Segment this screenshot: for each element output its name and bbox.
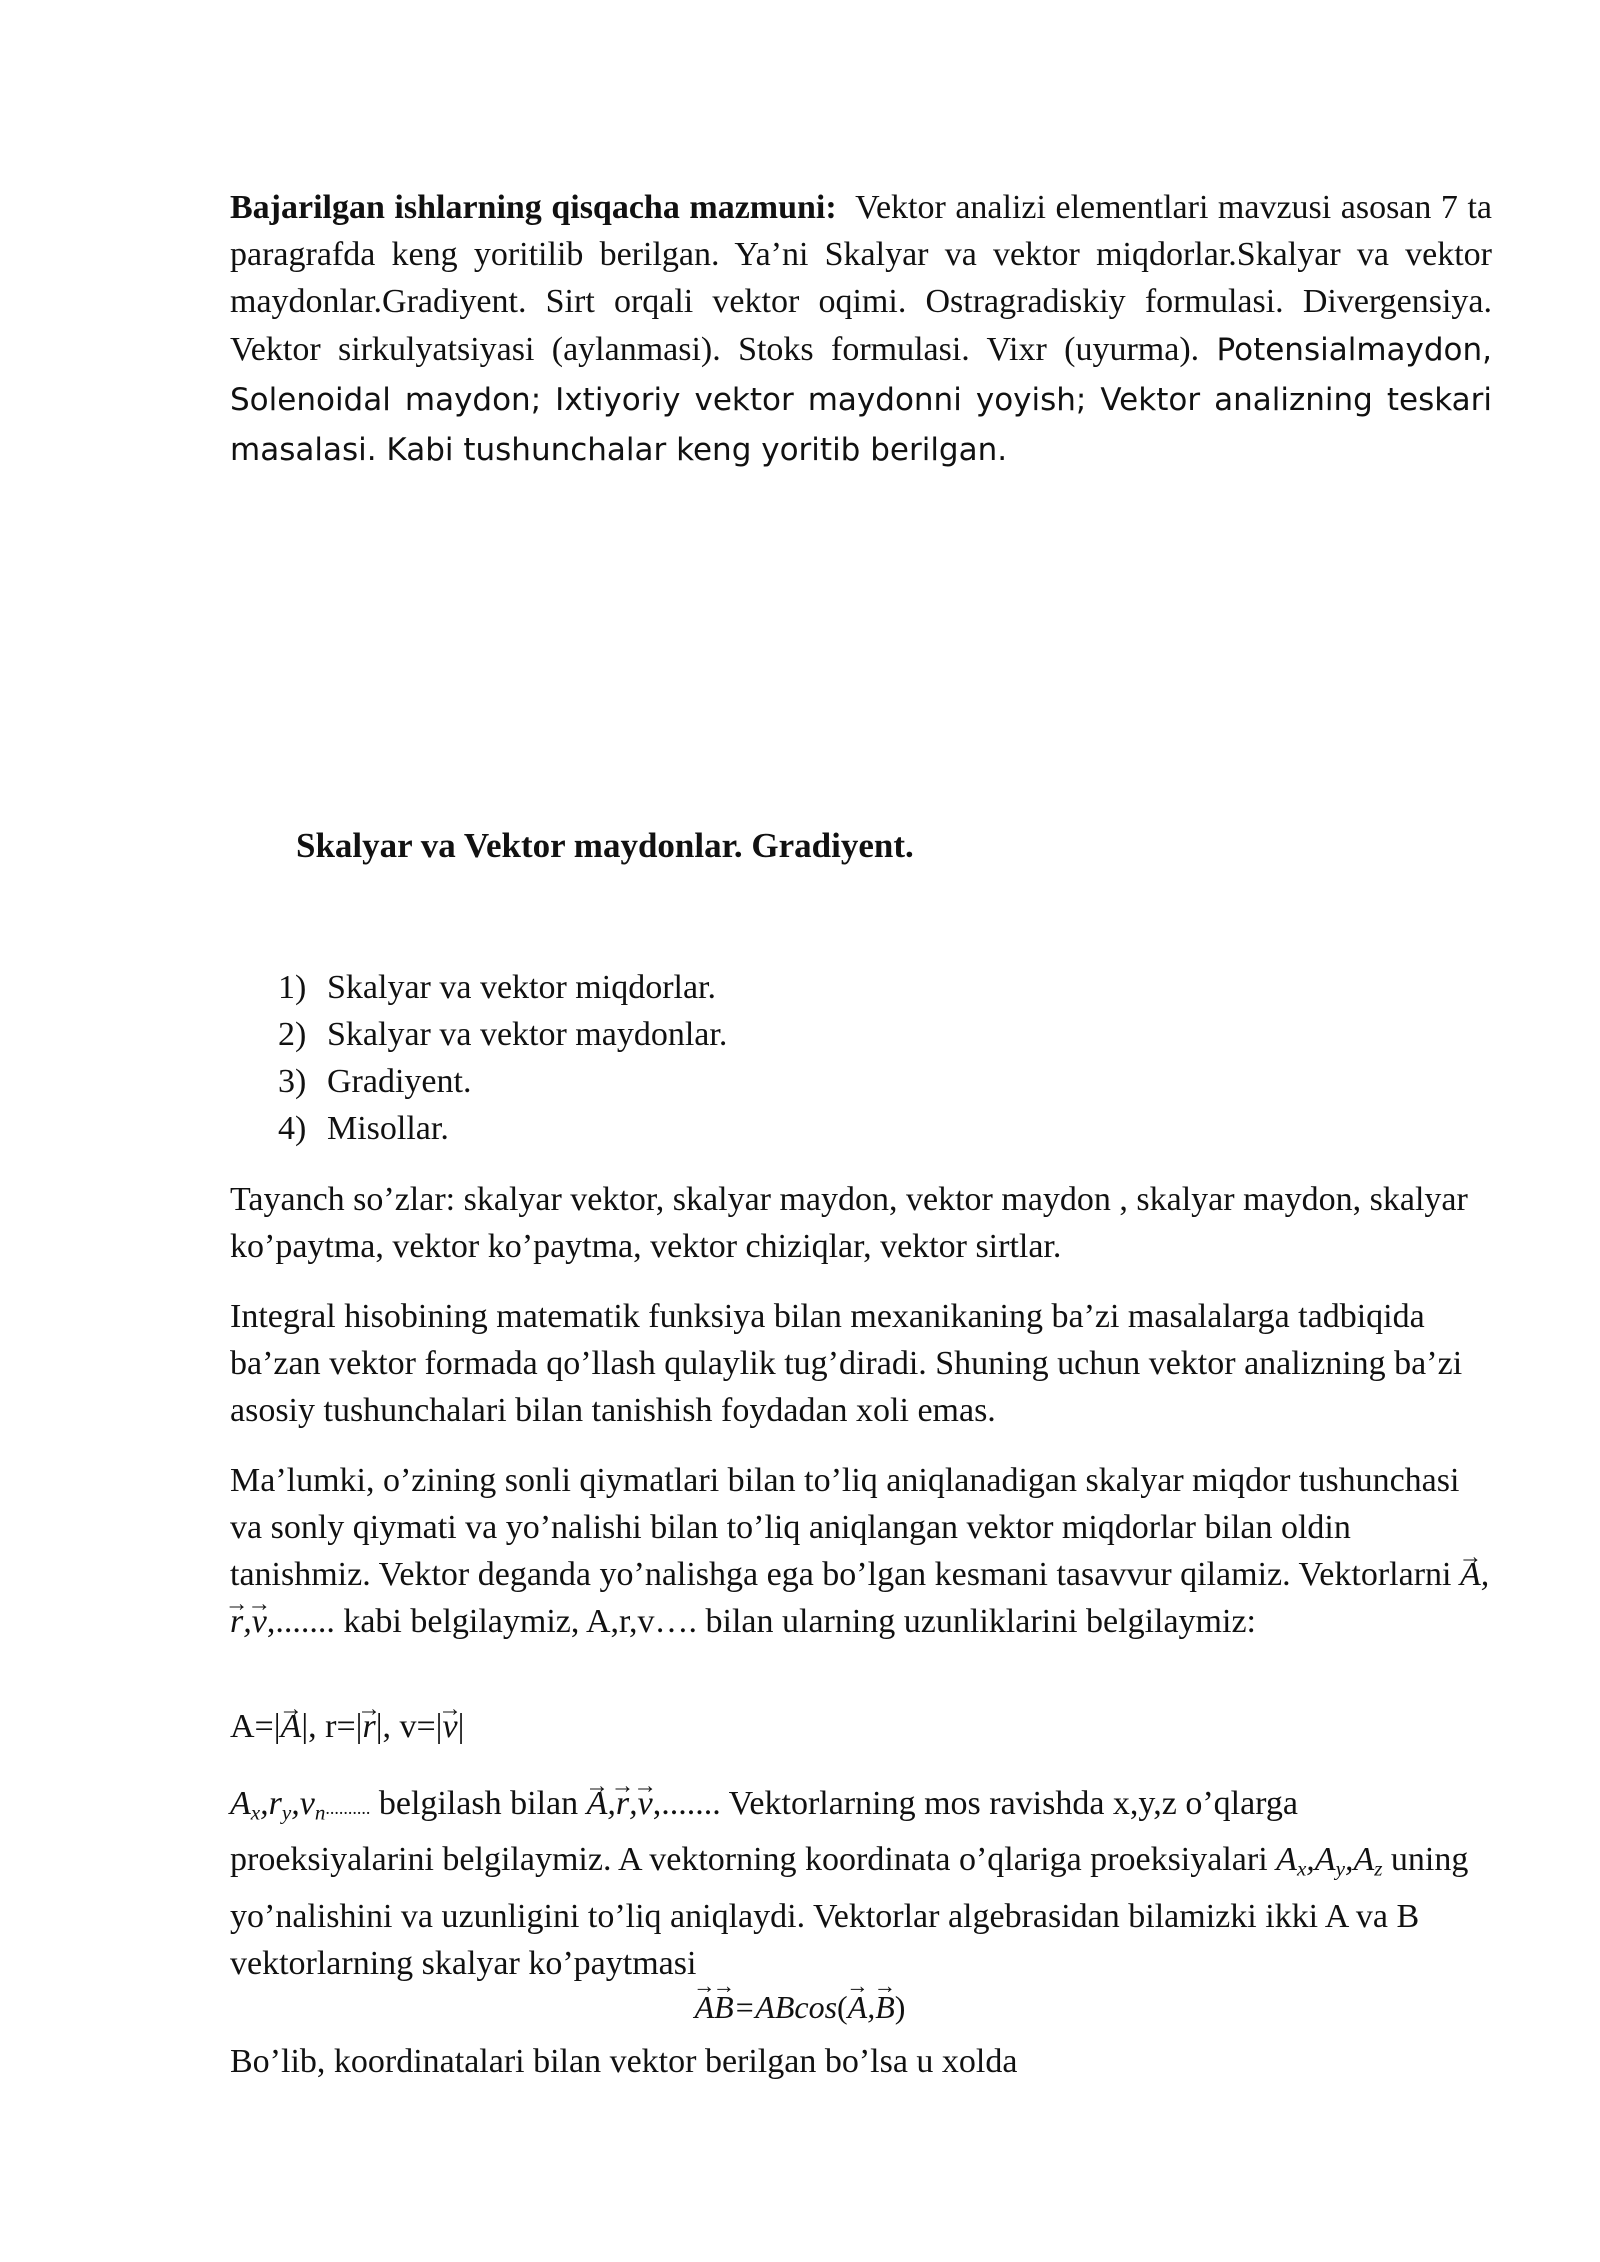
vector-B-symbol: → B [875,1989,895,2026]
y-subscript: y [1335,1856,1345,1881]
list-item [278,1011,727,1058]
vector-r-symbol: → r [616,1780,629,1827]
magnitude-A-prefix: A=| [230,1708,281,1745]
list-item-text: Misollar. [327,1110,449,1147]
vector-r-symbol: → r [362,1703,375,1750]
vector-definition-text-end: kabi belgilaymiz, A,r,v…. bilan ularning uzunliklarini belgilaymiz: [343,1603,1256,1640]
components-notation [1276,1841,1383,1881]
A-symbol: A [1276,1841,1297,1879]
list-item-number: 3) [278,1063,307,1100]
A-symbol: A [1314,1841,1336,1879]
list-item-number: 4) [278,1110,307,1147]
vector-r-symbol: → r [230,1598,243,1645]
list-item [278,964,727,1011]
vector-B-symbol: → B [714,1989,734,2026]
list-item [278,1105,727,1152]
projection-notation [230,1785,326,1825]
vector-definition-paragraph [230,1457,1492,1645]
comma-symbol: , [1306,1841,1315,1879]
summary-paragraph [230,184,1492,475]
close-paren: ) [894,1989,906,2025]
vector-A-symbol: → A [281,1703,302,1750]
vector-A-symbol: → A [848,1989,868,2026]
list-item-text: Skalyar va vektor maydonlar. [327,1016,728,1053]
projection-text-mid: belgilash bilan [370,1785,587,1822]
list-item-text: Skalyar va vektor miqdorlar. [327,969,717,1006]
magnitude-line [230,1703,1492,1750]
magnitude-r-suffix: |, v=| [375,1708,443,1745]
vector-A-symbol: → A [587,1780,608,1827]
A-symbol: A [1353,1841,1375,1879]
comma-symbol: , [243,1603,252,1640]
comma-symbol: , [607,1785,616,1822]
vector-v-symbol: → v [638,1780,653,1827]
open-paren: ( [837,1989,848,2025]
keywords-paragraph: Tayanch so’zlar: skalyar vektor, skalyar maydon, vektor maydon , skalyar maydon, skalyar ko’paytma, vektor ko’paytma, vektor chiziqlar, vektor sirtlar. [230,1181,1468,1265]
summary-text: Vektor analizi elementlari mavzusi asosan 7 ta paragrafda keng yoritilib berilgan. Ya’ni Skalyar va vektor miqdorlar.Skalyar va vektor maydonlar.Gradiyent. Sirt orqali vektor oqimi. Ostragradiskiy formulasi. Divergensiya. Vektor sirkulyatsiyasi (aylanmasi). Stoks formulasi. Vixr (uyurma). [230,189,1492,368]
projection-text: Vektorlarning mos ravishda x,y,z o’qlarga proeksiyalarini belgilaymiz. A vektorning koordinata o’qlariga proeksiyalari [230,1785,1298,1879]
list-item [278,1058,727,1105]
list-item-number: 1) [278,969,307,1006]
n-subscript: n [314,1800,326,1825]
summary-text-continued: Potensialmaydon, Solenoidal maydon; Ixtiyoriy vektor maydonni yoyish; Vektor analizning teskari masalasi. Kabi tushunchalar keng yoritib berilgan. [230,332,1493,468]
section-title: Skalyar va Vektor maydonlar. Gradiyent. [296,826,914,865]
magnitude-v-suffix: | [457,1708,465,1745]
comma-symbol: , [260,1785,269,1822]
magnitude-A-suffix: |, r=| [301,1708,363,1745]
dot-product-formula [0,1989,1600,2026]
r-symbol: r [268,1785,282,1822]
intro-paragraph: Integral hisobining matematik funksiya bilan mexanikaning ba’zi masalalarga tadbiqida ba’zan vektor formada qo’llash qulaylik tug’diradi. Shuning uchun vektor analizning ba’zi asosiy tushunchalari bilan tanishish foydadan xoli emas. [230,1298,1463,1429]
topic-list [278,964,727,1152]
vector-A-symbol: → A [695,1989,715,2026]
vector-A-symbol: → A [1460,1551,1481,1598]
A-symbol: A [230,1785,251,1822]
ellipsis-text: ,....... [266,1603,344,1640]
comma-symbol: , [629,1785,638,1822]
list-item-number: 2) [278,1016,307,1053]
x-subscript: x [250,1800,261,1825]
v-symbol: v [299,1785,315,1822]
projection-paragraph [230,1780,1492,1987]
formula-equals: =ABcos [733,1989,838,2025]
comma-symbol: , [1344,1841,1354,1879]
y-subscript: y [281,1800,292,1825]
closing-paragraph: Bo’lib, koordinatalari bilan vektor berilgan bo’lsa u xolda [230,2043,1018,2080]
x-subscript: x [1296,1856,1307,1881]
comma-symbol: , [867,1989,876,2025]
vector-v-symbol: → v [442,1703,457,1750]
z-subscript: z [1374,1856,1383,1881]
small-ellipsis: .......... [325,1798,371,1818]
vector-definition-text: Ma’lumki, o’zining sonli qiymatlari bilan to’liq aniqlanadigan skalyar miqdor tushunchasi va sonly qiymati va yo’nalishi bilan to’liq aniqlangan vektor miqdorlar bilan oldin tanishmiz. Vektor deganda yo’nalishga ega bo’lgan kesmani tasavvur qilamiz. Vektorlarni [230,1462,1460,1593]
projection-text-end: uning yo’nalishini va uzunligini to’liq aniqlaydi. Vektorlar algebrasidan bilamizki ikki A va B vektorlarning skalyar ko’paytmasi [230,1841,1469,1982]
comma-symbol: , [1480,1556,1490,1593]
comma-symbol: , [291,1785,300,1822]
list-item-text: Gradiyent. [327,1063,472,1100]
ellipsis-text: ,....... [652,1785,729,1822]
vector-notation [587,1785,653,1822]
vector-v-symbol: → v [252,1598,267,1645]
summary-label: Bajarilgan ishlarning qisqacha mazmuni: [230,189,837,226]
